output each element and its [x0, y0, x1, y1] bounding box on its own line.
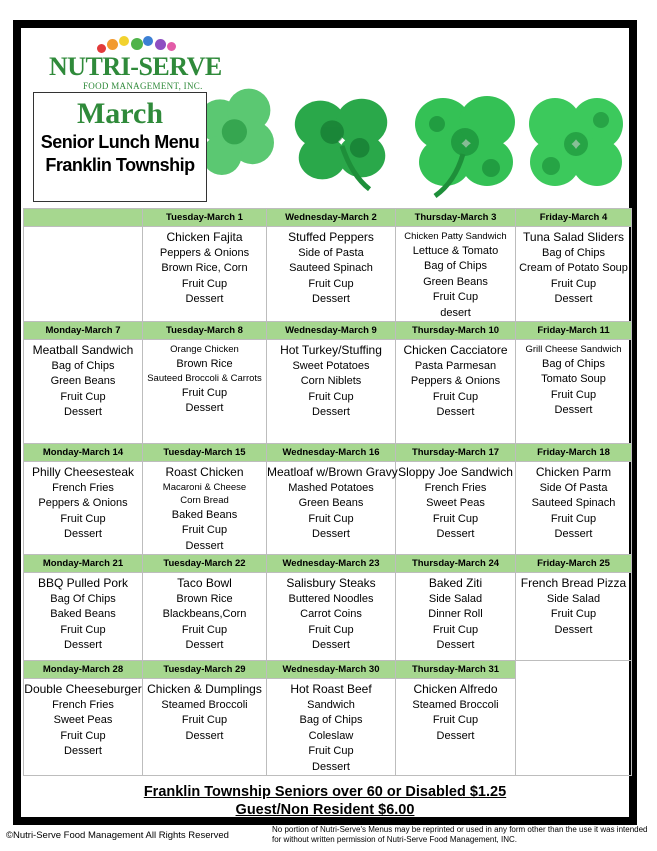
day-header: Friday-March 18: [516, 444, 632, 462]
menu-item: Dessert: [554, 528, 593, 540]
week-menu-row: [24, 227, 632, 322]
menu-item: Carrot Coins: [300, 608, 362, 620]
menu-item: Dessert: [185, 402, 224, 414]
day-header: Monday-March 14: [24, 444, 143, 462]
menu-item: Fruit Cup: [550, 608, 597, 620]
day-menu-cell: [267, 679, 396, 776]
menu-item: Hot Roast Beef: [290, 682, 372, 696]
menu-item: Dinner Roll: [428, 608, 483, 620]
menu-item: Sandwich: [307, 698, 355, 711]
menu-item: Dessert: [436, 406, 475, 418]
menu-title-box: [33, 92, 207, 202]
menu-item: Chicken Patty Sandwich: [404, 231, 507, 242]
menu-item: Sauteed Spinach: [531, 497, 616, 509]
menu-item: desert: [440, 306, 471, 319]
menu-item: Peppers & Onions: [38, 497, 128, 509]
pricing-line-guest: Guest/Non Resident $6.00: [235, 802, 415, 818]
menu-item: Brown Rice, Corn: [161, 262, 248, 274]
day-header: Tuesday-March 29: [143, 661, 267, 679]
location-title: Franklin Township: [45, 155, 195, 175]
menu-item: Dessert: [312, 528, 350, 540]
menu-item: Dessert: [554, 404, 593, 416]
menu-item: Brown Rice: [176, 592, 233, 605]
day-header: Wednesday-March 9: [267, 322, 396, 340]
menu-item: Side Salad: [546, 592, 601, 605]
day-menu-cell: [267, 573, 396, 661]
menu-item: Dessert: [64, 639, 102, 651]
menu-item: Peppers & Onions: [410, 375, 501, 387]
menu-item: Fruit Cup: [181, 714, 228, 726]
day-menu-cell: [396, 573, 516, 661]
menu-item: Baked Ziti: [428, 576, 483, 590]
menu-item: Dessert: [436, 528, 475, 540]
menu-item: Fruit Cup: [60, 729, 106, 742]
week-menu-row: [24, 462, 632, 555]
menu-item: Corn Bread: [180, 495, 229, 506]
day-header: Wednesday-March 23: [267, 555, 396, 573]
menu-item: Dessert: [64, 745, 102, 757]
day-menu-cell: [396, 340, 516, 444]
logo-dot: [143, 36, 153, 46]
menu-item: BBQ Pulled Pork: [37, 576, 129, 590]
week-header-row: [24, 444, 632, 462]
menu-item: Lettuce & Tomato: [412, 244, 499, 257]
menu-item: Fruit Cup: [432, 714, 479, 726]
copyright-notice: ©Nutri-Serve Food Management All Rights Reserved: [6, 830, 229, 841]
lunch-menu-table: [23, 208, 632, 776]
day-menu-cell: [143, 679, 267, 776]
menu-item: French Bread Pizza: [520, 576, 627, 590]
logo-dot: [155, 39, 166, 50]
menu-item: Bag of Chips: [51, 359, 115, 372]
menu-item: Fruit Cup: [550, 512, 597, 525]
day-menu-cell: [24, 573, 143, 661]
menu-item: Green Beans: [298, 497, 364, 509]
day-header: Friday-March 11: [516, 322, 632, 340]
day-menu-cell: [24, 462, 143, 555]
menu-item: Dessert: [312, 293, 350, 305]
menu-item: Dessert: [554, 623, 593, 636]
menu-item: Chicken Alfredo: [413, 682, 498, 696]
menu-item: Brown Rice: [176, 357, 233, 370]
menu-item: Bag of Chips: [542, 357, 605, 370]
day-menu-cell: [396, 679, 516, 776]
menu-item: Fruit Cup: [181, 623, 228, 636]
menu-item: Bag Of Chips: [50, 592, 116, 605]
day-header: Thursday-March 3: [396, 209, 516, 227]
menu-item: Fruit Cup: [60, 512, 106, 525]
day-header: Tuesday-March 22: [143, 555, 267, 573]
menu-item: Fruit Cup: [308, 512, 354, 525]
day-menu-cell: [516, 340, 632, 444]
menu-item: Bag of Chips: [299, 714, 363, 726]
disclaimer-notice: No portion of Nutri-Serve's Menus may be reprinted or used in any form other than the use it was intended for without written permission of Nutri-Serve Food Management, INC.: [272, 825, 648, 844]
menu-item: Chicken Fajita: [166, 230, 243, 244]
menu-item: Fruit Cup: [308, 745, 354, 757]
menu-item: Dessert: [312, 406, 350, 418]
menu-item: Sauteed Broccoli & Carrots: [147, 373, 262, 384]
menu-item: Sweet Peas: [53, 714, 113, 726]
day-header: Wednesday-March 2: [267, 209, 396, 227]
menu-item: Dessert: [64, 406, 102, 418]
nutri-serve-logo: [49, 36, 222, 96]
menu-item: Side Of Pasta: [539, 481, 608, 494]
menu-item: Buttered Noodles: [288, 592, 374, 605]
menu-item: Mashed Potatoes: [288, 481, 374, 494]
week-header-row: [24, 555, 632, 573]
menu-item: Sweet Peas: [426, 497, 485, 509]
menu-item: Philly Cheesesteak: [31, 465, 135, 479]
menu-item: Blackbeans,Corn: [162, 608, 247, 620]
pricing-line-seniors: Franklin Township Seniors over 60 or Disabled $1.25: [143, 784, 507, 800]
menu-item: Meatloaf w/Brown Gravy: [267, 465, 398, 479]
menu-item: Roast Chicken: [165, 465, 244, 479]
day-header: Thursday-March 31: [396, 661, 516, 679]
week-header-row: [24, 322, 632, 340]
day-header: Monday-March 7: [24, 322, 143, 340]
menu-item: Corn Niblets: [300, 375, 362, 387]
menu-item: Fruit Cup: [432, 291, 479, 303]
day-header: Monday-March 21: [24, 555, 143, 573]
menu-item: Tuna Salad Sliders: [523, 230, 624, 244]
day-header: Friday-March 25: [516, 555, 632, 573]
menu-item: Fruit Cup: [432, 623, 479, 636]
menu-item: Dessert: [554, 293, 593, 305]
menu-item: Bag of Chips: [542, 246, 605, 259]
menu-item: French Fries: [424, 481, 487, 494]
menu-title: Senior Lunch Menu: [40, 132, 200, 152]
menu-item: Double Cheeseburger: [24, 682, 142, 696]
menu-item: Hot Turkey/Stuffing: [280, 343, 382, 357]
menu-item: Coleslaw: [308, 729, 354, 742]
day-menu-cell: [267, 462, 396, 555]
day-menu-cell: [143, 462, 267, 555]
menu-item: Dessert: [436, 729, 475, 742]
menu-item: Fruit Cup: [60, 390, 106, 403]
week-header-row: [24, 661, 632, 679]
day-header: Thursday-March 17: [396, 444, 516, 462]
menu-item: French Fries: [52, 698, 114, 711]
menu-item: Chicken Parm: [535, 465, 612, 479]
day-menu-cell: [143, 573, 267, 661]
day-menu-cell: [143, 227, 267, 322]
day-header: Thursday-March 24: [396, 555, 516, 573]
day-header: Tuesday-March 1: [143, 209, 267, 227]
menu-item: Steamed Broccoli: [412, 698, 499, 711]
menu-item: Dessert: [312, 639, 350, 651]
logo-dot: [119, 36, 129, 46]
logo-subtitle: FOOD MANAGEMENT, INC.: [83, 81, 203, 91]
day-menu-cell: [516, 573, 632, 661]
day-menu-cell: [396, 462, 516, 555]
menu-item: Orange Chicken: [170, 344, 239, 355]
logo-brand: NUTRI-SERVE: [49, 52, 222, 81]
menu-item: French Fries: [52, 481, 114, 494]
menu-item: Fruit Cup: [308, 623, 354, 636]
menu-item: Pasta Parmesan: [414, 359, 497, 372]
menu-item: Cream of Potato Soup: [519, 262, 628, 274]
day-header: Friday-March 4: [516, 209, 632, 227]
menu-item: Fruit Cup: [550, 388, 597, 401]
menu-item: Dessert: [64, 528, 102, 540]
menu-item: Side Salad: [428, 592, 483, 605]
day-header: Tuesday-March 15: [143, 444, 267, 462]
day-header: Thursday-March 10: [396, 322, 516, 340]
menu-item: Sauteed Spinach: [289, 262, 373, 274]
week-header-row: [24, 209, 632, 227]
day-menu-cell: [143, 340, 267, 444]
week-menu-row: [24, 573, 632, 661]
menu-item: Side of Pasta: [298, 246, 364, 259]
menu-item: Baked Beans: [171, 508, 238, 521]
logo-dot: [107, 39, 118, 50]
menu-item: Taco Bowl: [177, 576, 232, 590]
day-header: [24, 209, 143, 227]
week-menu-row: [24, 340, 632, 444]
menu-item: Dessert: [185, 639, 224, 651]
menu-item: Dessert: [185, 729, 224, 742]
menu-item: Stuffed Peppers: [288, 230, 374, 244]
menu-item: Fruit Cup: [432, 512, 479, 525]
menu-item: Meatball Sandwich: [32, 343, 134, 357]
day-menu-cell: [24, 227, 143, 322]
menu-item: Dessert: [312, 760, 350, 773]
menu-item: Fruit Cup: [181, 524, 228, 536]
day-menu-cell: [396, 227, 516, 322]
menu-item: Fruit Cup: [550, 277, 597, 290]
menu-item: Chicken & Dumplings: [147, 682, 262, 696]
day-menu-cell: [267, 227, 396, 322]
day-menu-cell: [516, 462, 632, 555]
menu-item: Green Beans: [50, 375, 116, 387]
menu-item: Steamed Broccoli: [161, 698, 248, 711]
menu-page: [13, 20, 637, 825]
logo-dot: [167, 42, 176, 51]
menu-item: Green Beans: [423, 275, 488, 288]
menu-item: Fruit Cup: [181, 386, 228, 399]
menu-item: Fruit Cup: [432, 390, 479, 403]
menu-item: Dessert: [436, 639, 475, 651]
shamrock-icon: [407, 84, 523, 204]
menu-item: Dessert: [185, 293, 224, 305]
day-header: Wednesday-March 30: [267, 661, 396, 679]
menu-item: Sweet Potatoes: [292, 359, 370, 372]
menu-item: Sloppy Joe Sandwich: [398, 465, 513, 479]
menu-item: Tomato Soup: [541, 373, 606, 385]
day-header: Wednesday-March 16: [267, 444, 396, 462]
menu-item: Dessert: [185, 539, 224, 552]
day-header: Monday-March 28: [24, 661, 143, 679]
menu-item: Baked Beans: [50, 608, 116, 620]
month-title: March: [76, 97, 164, 130]
day-header: Tuesday-March 8: [143, 322, 267, 340]
day-menu-cell: [516, 227, 632, 322]
menu-item: Fruit Cup: [181, 277, 228, 290]
day-menu-cell: [24, 340, 143, 444]
shamrock-icon: [283, 86, 401, 196]
day-menu-cell: [267, 340, 396, 444]
menu-item: Macaroni & Cheese: [162, 481, 247, 493]
shamrock-icon: [521, 84, 631, 202]
menu-item: Fruit Cup: [60, 623, 106, 636]
menu-item: Grill Cheese Sandwich: [525, 344, 622, 355]
menu-item: Salisbury Steaks: [286, 576, 376, 590]
menu-item: Fruit Cup: [308, 277, 354, 290]
menu-item: Bag of Chips: [424, 260, 487, 272]
menu-item: Peppers & Onions: [159, 246, 250, 259]
day-menu-cell: [24, 679, 143, 776]
logo-dot: [131, 38, 143, 50]
empty-cell: [516, 661, 632, 776]
menu-item: Fruit Cup: [308, 390, 354, 403]
menu-item: Chicken Cacciatore: [403, 343, 508, 357]
